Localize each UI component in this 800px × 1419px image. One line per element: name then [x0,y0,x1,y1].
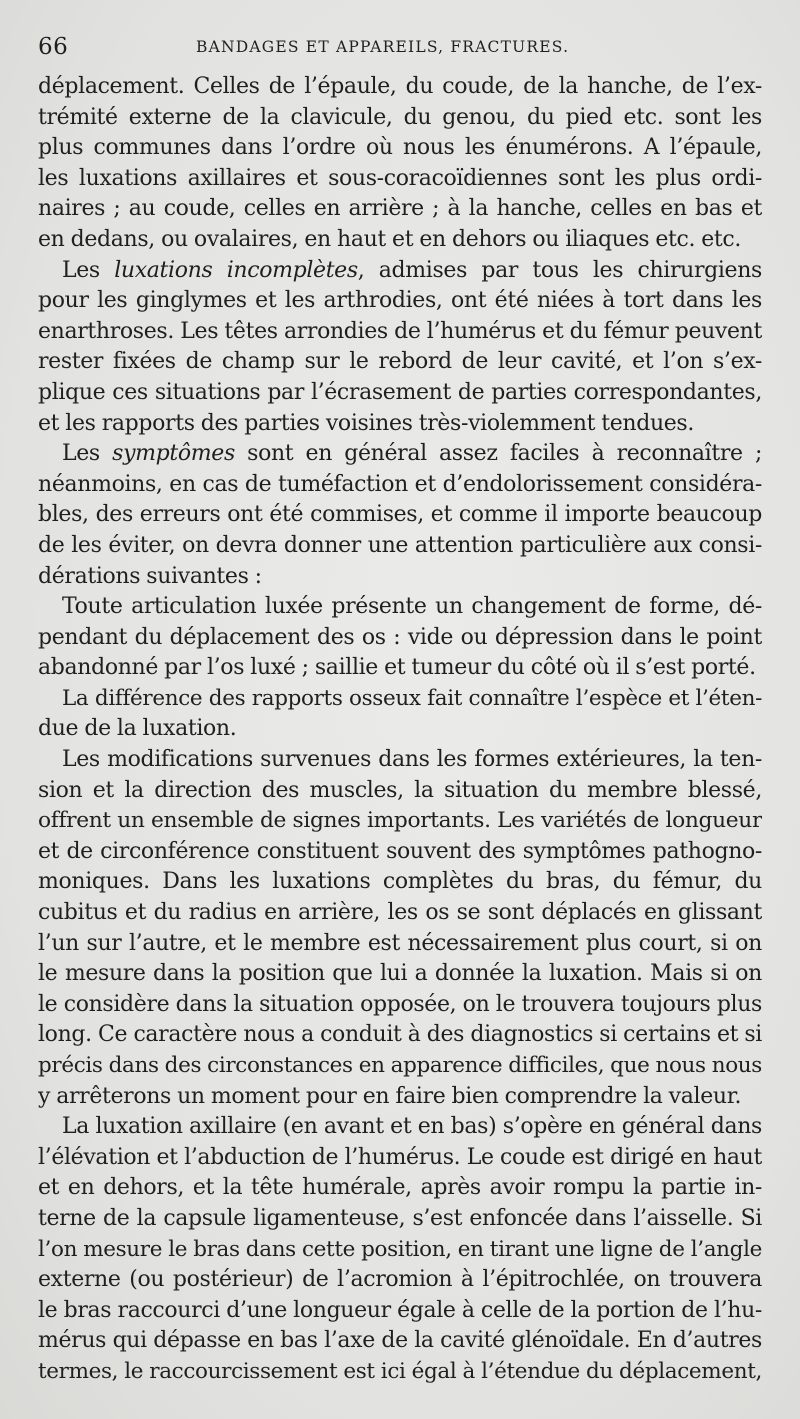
text-run: mérus qui dépasse en bas l’axe de la cavité glénoïdale. En d’autres [38,1328,762,1354]
text-line [38,1235,762,1266]
text-line [38,378,762,409]
italic-term: symptômes [112,441,235,467]
text-line [38,286,762,317]
text-line [38,194,762,225]
text-run: termes, le raccourcissement est ici égal à l’étendue du déplacement, [38,1358,762,1384]
text-line [38,1326,762,1357]
text-run: pendant du déplacement des os : vide ou dépression dans le point [38,624,762,650]
text-run: Les [62,441,113,467]
text-run: bles, des erreurs ont été commises, et comme il importe beaucoup [38,502,762,528]
text-run: rester fixées de champ sur le rebord de leur cavité, et l’on s’ex- [38,349,762,375]
text-run: moniques. Dans les luxations complètes du bras, du fémur, du [38,869,762,895]
text-line [38,347,762,378]
text-run: néanmoins, en cas de tuméfaction et d’endolorissement considéra- [38,471,762,497]
text-run: , admises par tous les chirurgiens [357,257,762,283]
text-run: en dedans, ou ovalaires, en haut et en dehors ou iliaques etc. etc. [38,226,742,252]
text-line [38,164,762,195]
text-line [38,1143,762,1174]
text-run: plique ces situations par l’écrasement de parties correspondantes, [38,379,762,405]
text-line [38,898,762,929]
text-line [38,1296,762,1327]
text-run: l’élévation et l’abduction de l’humérus. Le coude est dirigé en haut [38,1144,762,1170]
text-line [38,1082,762,1113]
text-run: et les rapports des parties voisines très-violemment tendues. [38,410,695,436]
text-line [38,562,762,593]
text-run: externe (ou postérieur) de l’acromion à l’épitrochlée, on trouvera [38,1267,762,1293]
text-line [38,1265,762,1296]
text-line [38,592,762,623]
text-line [38,623,762,654]
text-line [38,714,762,745]
text-run: plus communes dans l’ordre où nous les énumérons. A l’épaule, [38,135,762,161]
text-run: offrent un ensemble de signes importants. Les variétés de longueur [38,808,762,834]
text-run: déplacement. Celles de l’épaule, du coude, de la hanche, de l’ex- [38,74,762,99]
text-run: La luxation axillaire (en avant et en bas) s’opère en général dans [62,1114,762,1140]
text-line [38,317,762,348]
text-run: le considère dans la situation opposée, on le trouvera toujours plus [38,991,762,1017]
text-run: sont en général assez faciles à reconnaître ; [234,441,762,467]
running-head: BANDAGES ET APPAREILS, FRACTURES. [196,38,570,56]
text-run: abandonné par l’os luxé ; saillie et tumeur du côté où il s’est porté. [38,655,756,681]
text-run: trémité externe de la clavicule, du genou, du pied etc. sont les [38,104,762,130]
text-line [38,103,762,134]
text-line [38,531,762,562]
text-run: cubitus et du radius en arrière, les os se sont déplacés en glissant [38,900,762,926]
text-run: La différence des rapports osseux fait connaître l’espèce et l’éten- [62,685,762,711]
text-run: dérations suivantes : [38,563,262,589]
text-line [38,776,762,807]
text-run: Toute articulation luxée présente un changement de forme, dé- [62,594,762,620]
text-line [38,500,762,531]
text-line [38,1173,762,1204]
text-line [38,470,762,501]
text-line [38,806,762,837]
text-run: le bras raccourci d’une longueur égale à celle de la portion de l’hu- [38,1297,762,1323]
text-run: et de circonférence constituent souvent des symptômes pathogno- [38,838,762,864]
body-text [38,72,762,1388]
text-run: pour les ginglymes et les arthrodies, ont été niées à tort dans les [38,288,762,314]
text-line [38,1051,762,1082]
text-run: Les modifications survenues dans les formes extérieures, la ten- [62,747,762,773]
text-line [38,409,762,440]
text-line [38,653,762,684]
italic-term: luxations incomplètes [114,257,358,283]
text-line [38,225,762,256]
text-line [38,990,762,1021]
text-run: long. Ce caractère nous a conduit à des diagnostics si certains et si [38,1022,762,1048]
page-header [38,34,762,60]
text-line [38,929,762,960]
text-run: le mesure dans la position que lui a donnée la luxation. Mais si on [38,961,762,987]
text-line [38,867,762,898]
text-line [38,1357,762,1388]
text-run: l’un sur l’autre, et le membre est nécessairement plus court, si on [38,930,762,956]
text-line [38,133,762,164]
text-line [38,439,762,470]
text-run: naires ; au coude, celles en arrière ; à la hanche, celles en bas et [38,196,762,222]
text-line [38,837,762,868]
text-line [38,959,762,990]
text-run: due de la luxation. [38,716,237,742]
text-run: y arrêterons un moment pour en faire bien comprendre la valeur. [38,1083,742,1109]
page-number: 66 [38,34,69,60]
text-line [38,256,762,287]
text-run: de les éviter, on devra donner une attention particulière aux consi- [38,532,762,558]
text-run: terne de la capsule ligamenteuse, s’est enfoncée dans l’aisselle. Si [38,1205,762,1231]
text-run: l’on mesure le bras dans cette position, en tirant une ligne de l’angle [38,1236,762,1262]
text-run: précis dans des circonstances en apparence difficiles, que nous nous [38,1053,762,1078]
text-run: sion et la direction des muscles, la situation du membre blessé, [38,777,762,803]
text-line [38,72,762,103]
text-line [38,1020,762,1051]
text-line [38,1112,762,1143]
text-run: Les [62,257,115,283]
text-run: et en dehors, et la tête humérale, après avoir rompu la partie in- [38,1175,762,1201]
text-line [38,684,762,715]
text-line [38,1204,762,1235]
text-run: les luxations axillaires et sous-coracoïdiennes sont les plus ordi- [38,165,762,191]
text-run: enarthroses. Les têtes arrondies de l’humérus et du fémur peuvent [38,318,762,344]
text-line [38,745,762,776]
